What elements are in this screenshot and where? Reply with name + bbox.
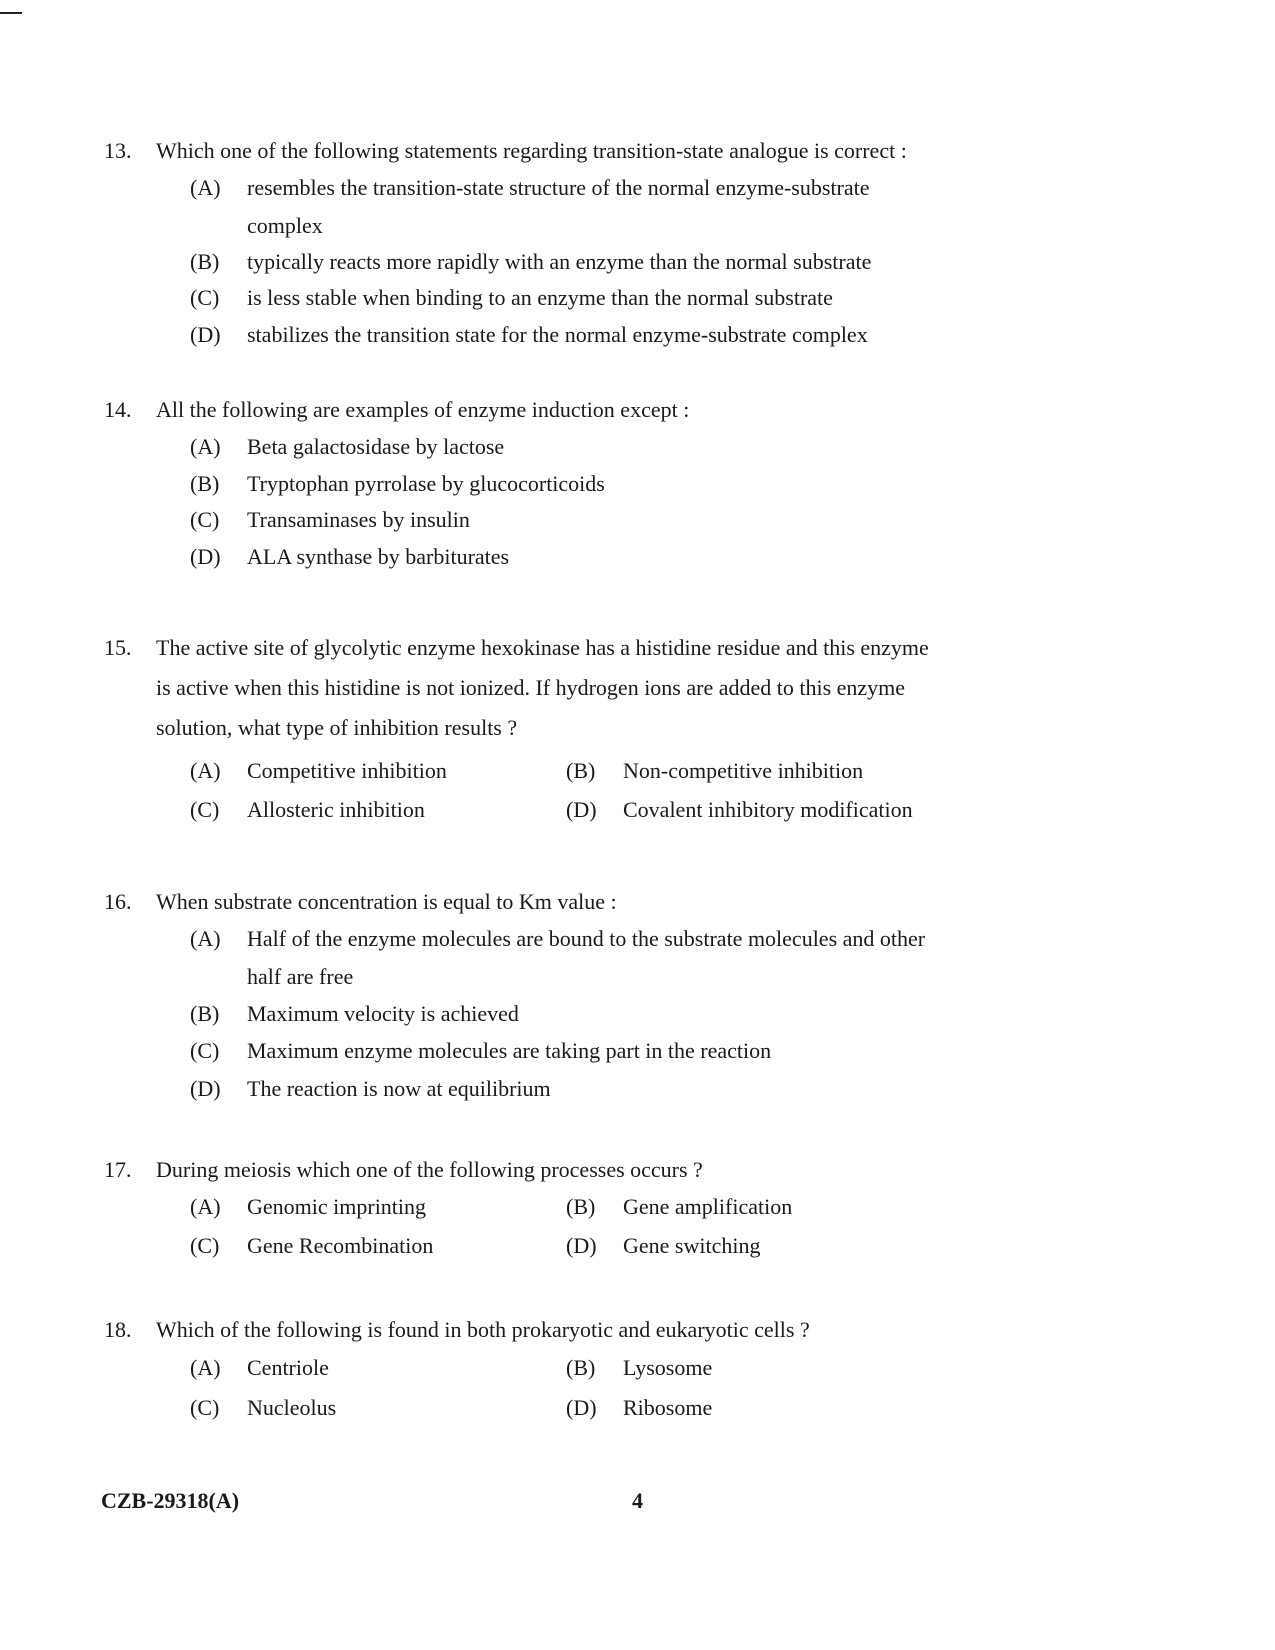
question-number: 13. <box>104 138 132 163</box>
option-text: Ribosome <box>623 1395 713 1420</box>
option-text: is less stable when binding to an enzyme than the normal substrate <box>247 285 833 310</box>
option-text: Half of the enzyme molecules are bound to the substrate molecules and other half are free <box>247 926 926 989</box>
option-text: Lysosome <box>623 1355 713 1380</box>
option-text: Gene amplification <box>623 1194 793 1219</box>
option-letter: (C) <box>190 797 220 822</box>
option-letter: (D) <box>190 322 221 347</box>
question-text: All the following are examples of enzyme induction except : <box>156 397 690 422</box>
option-text: Non-competitive inhibition <box>623 758 864 783</box>
option-letter: (D) <box>566 1233 597 1258</box>
option-text: Covalent inhibitory modification <box>623 797 913 822</box>
option-text: Competitive inhibition <box>247 758 447 783</box>
question-number: 14. <box>104 397 132 422</box>
question-text: The active site of glycolytic enzyme hexokinase has a histidine residue and this enzyme is active when this histidine is not ionized. If hydrogen ions are added to this enzyme solution, what type of inhibition results ? <box>156 635 929 740</box>
option-letter: (D) <box>190 544 221 569</box>
option-letter: (C) <box>190 507 220 532</box>
paper-code: CZB-29318(A) <box>101 1488 240 1513</box>
option-letter: (B) <box>190 1001 220 1026</box>
option-text: Nucleolus <box>247 1395 337 1420</box>
question-text: When substrate concentration is equal to Km value : <box>156 889 617 914</box>
option-letter: (B) <box>566 1355 596 1380</box>
question-number: 17. <box>104 1157 132 1182</box>
option-letter: (A) <box>190 1194 221 1219</box>
option-letter: (B) <box>566 758 596 783</box>
option-text: Allosteric inhibition <box>247 797 425 822</box>
question-number: 16. <box>104 889 132 914</box>
option-text: Maximum velocity is achieved <box>247 1001 519 1026</box>
option-letter: (C) <box>190 1233 220 1258</box>
option-letter: (A) <box>190 434 221 459</box>
option-letter: (C) <box>190 1395 220 1420</box>
option-text: Gene switching <box>623 1233 761 1258</box>
option-text: Centriole <box>247 1355 329 1380</box>
option-letter: (D) <box>566 797 597 822</box>
question-number: 15. <box>104 635 132 660</box>
option-text: Genomic imprinting <box>247 1194 427 1219</box>
question-number: 18. <box>104 1317 132 1342</box>
question-text: During meiosis which one of the following processes occurs ? <box>156 1157 703 1182</box>
option-letter: (B) <box>190 249 220 274</box>
option-text: stabilizes the transition state for the normal enzyme-substrate complex <box>247 322 868 347</box>
option-letter: (B) <box>566 1194 596 1219</box>
option-text: Beta galactosidase by lactose <box>247 434 505 459</box>
option-text: Maximum enzyme molecules are taking part in the reaction <box>247 1038 772 1063</box>
corner-mark <box>0 12 22 14</box>
question-text: Which one of the following statements regarding transition-state analogue is correct : <box>156 138 907 163</box>
option-letter: (C) <box>190 285 220 310</box>
option-text: resembles the transition-state structure of the normal enzyme-substrate complex <box>247 175 870 238</box>
option-text: Transaminases by insulin <box>247 507 470 532</box>
option-text: ALA synthase by barbiturates <box>247 544 510 569</box>
option-text: Gene Recombination <box>247 1233 434 1258</box>
page-number: 4 <box>632 1488 643 1513</box>
option-letter: (D) <box>190 1076 221 1101</box>
option-letter: (A) <box>190 1355 221 1380</box>
option-text: The reaction is now at equilibrium <box>247 1076 551 1101</box>
option-letter: (B) <box>190 471 220 496</box>
option-letter: (A) <box>190 175 221 200</box>
option-text: typically reacts more rapidly with an enzyme than the normal substrate <box>247 249 872 274</box>
option-letter: (A) <box>190 758 221 783</box>
option-letter: (C) <box>190 1038 220 1063</box>
option-letter: (A) <box>190 926 221 951</box>
question-text: Which of the following is found in both prokaryotic and eukaryotic cells ? <box>156 1317 810 1342</box>
option-letter: (D) <box>566 1395 597 1420</box>
option-text: Tryptophan pyrrolase by glucocorticoids <box>247 471 605 496</box>
